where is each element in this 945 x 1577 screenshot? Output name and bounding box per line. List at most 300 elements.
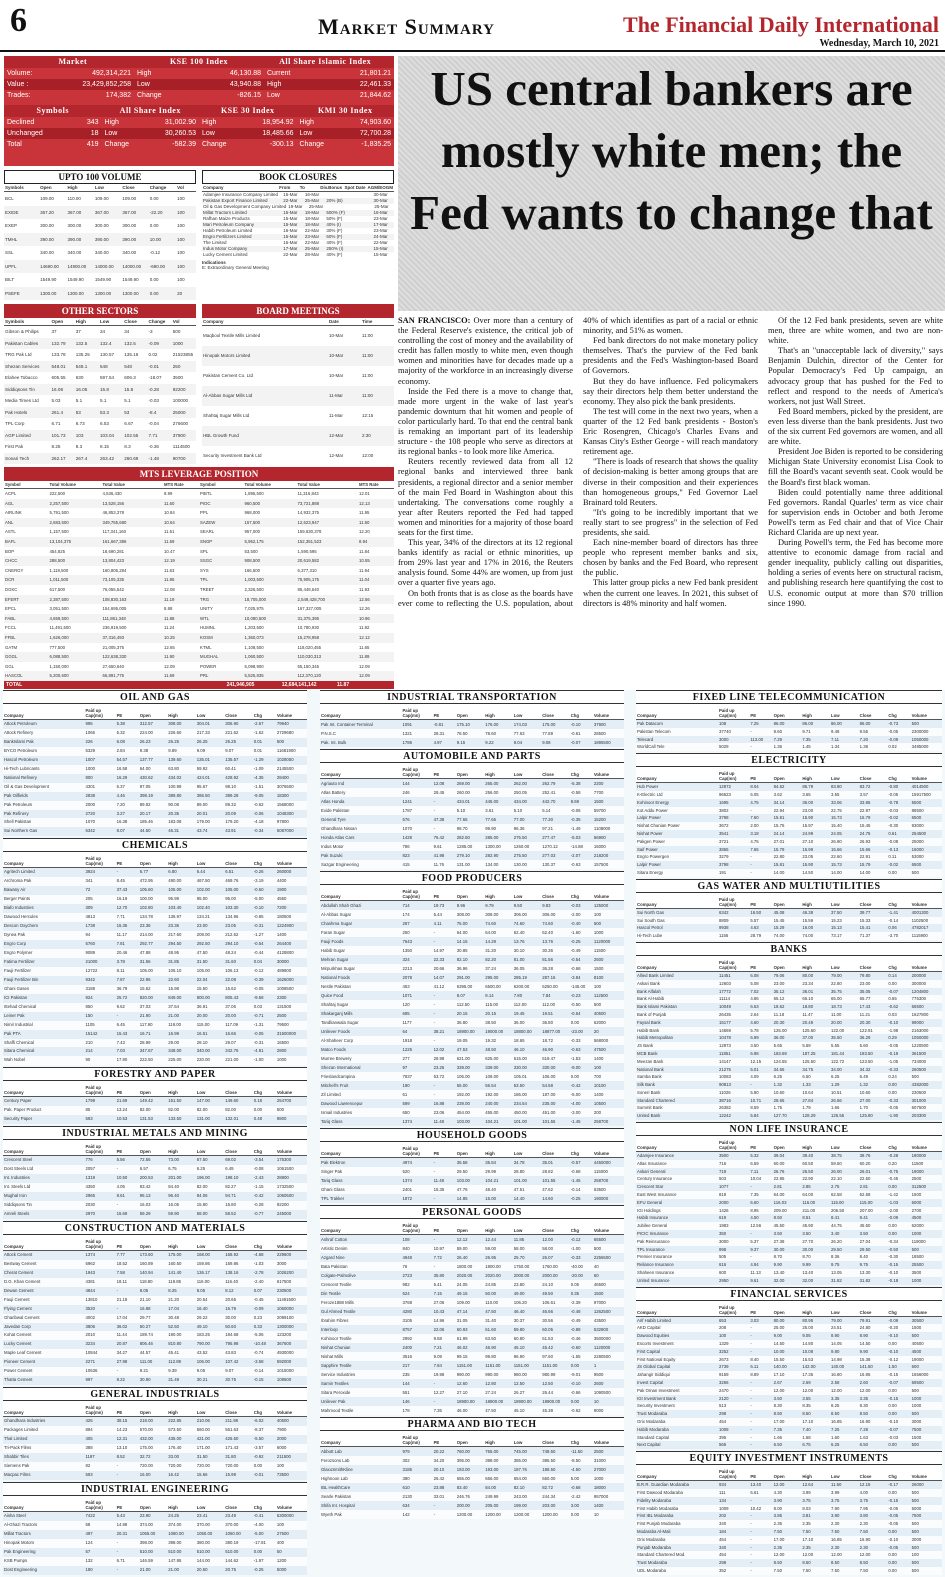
- table-cell: -14.88: [570, 844, 583, 849]
- table-cell: 159,630,378: [297, 529, 322, 535]
- table-cell: 621.00: [456, 1056, 470, 1061]
- table-cell: 11.50: [359, 519, 370, 525]
- table-header-cell: Low: [831, 713, 840, 718]
- table-cell: 1400: [593, 1503, 604, 1508]
- table-cell: 211500: [276, 1454, 291, 1459]
- table-header-cell: PE: [433, 772, 440, 777]
- table-row: [3, 1183, 307, 1192]
- table-cell: 17.35: [802, 1372, 814, 1378]
- table-cell: 39.40: [802, 1153, 814, 1159]
- table-cell: 12.15: [859, 1482, 871, 1488]
- table-cell: 398.00: [139, 1539, 153, 1545]
- sector-block-gen: [3, 1387, 307, 1480]
- table-cell: 48.40: [485, 1187, 496, 1192]
- table-cell: Media Times Ltd: [5, 398, 39, 403]
- table-cell: 9.96: [456, 903, 466, 908]
- table-cell: 20,619,582: [297, 558, 320, 564]
- table-cell: 4382000: [911, 1082, 929, 1088]
- table-cell: 995: [85, 721, 93, 726]
- table-cell: Archroma Pak: [4, 878, 32, 884]
- table-cell: 6.57: [139, 1166, 149, 1172]
- table-cell: 221.00: [225, 1057, 239, 1063]
- table-header-cell: Chg: [253, 1243, 263, 1249]
- table-header-cell: Company: [637, 1474, 657, 1480]
- summary-row: [4, 79, 394, 90]
- table-cell: 10: [593, 1399, 599, 1404]
- table-cell: 218200: [593, 853, 609, 858]
- table-cell: -0.40: [570, 921, 581, 926]
- table-cell: 26.76: [773, 1168, 785, 1174]
- table-cell: 15000: [593, 844, 606, 849]
- table-cell: 7837: [402, 1074, 412, 1079]
- table-header-cell: Open: [139, 1149, 151, 1155]
- table-cell: 5500: [911, 799, 922, 805]
- table-cell: 6342: [719, 909, 729, 915]
- table-cell: 7.60: [750, 815, 759, 821]
- table-cell: 374.00: [139, 1521, 153, 1527]
- table-cell: 998: [719, 1246, 727, 1252]
- table-row: [636, 1019, 942, 1027]
- table-header-row: [636, 767, 942, 783]
- table-cell: AGL: [5, 500, 14, 506]
- summary-cell: 31,002.90: [164, 119, 196, 126]
- table-cell: 99.80: [485, 1354, 496, 1359]
- table-row: [636, 1426, 942, 1434]
- table-cell: -8.37: [253, 1427, 264, 1433]
- mts-panel: [4, 467, 394, 689]
- table-cell: 96.40: [168, 1193, 179, 1199]
- table-cell: 11491500: [276, 1296, 296, 1302]
- table-cell: 180500: [276, 914, 292, 920]
- table-cell: 0.00: [888, 1528, 897, 1534]
- table-cell: 23.88: [433, 1485, 445, 1490]
- table-cell: EXEP: [5, 223, 18, 228]
- table-cell: 30-Mar: [373, 198, 388, 203]
- table-cell: 5300000: [276, 1512, 294, 1518]
- article-paragraph: But they do have influence. Fed policymakers say their directors help them better understand the economy. They also pick the bank presidents.: [583, 376, 758, 406]
- table-cell: 11.94: [359, 567, 370, 573]
- table-cell: Sazgar Engineering: [321, 862, 359, 867]
- table-cell: 11.92: [359, 625, 370, 631]
- table-cell: 513: [719, 1403, 727, 1409]
- table-cell: Crescent Steel: [4, 1157, 33, 1163]
- table-row: [320, 779, 624, 788]
- table-cell: 2020.00: [456, 1273, 473, 1278]
- table-cell: 6.08: [750, 972, 759, 978]
- table-cell: 15-Mar: [283, 192, 298, 197]
- table-row: [3, 1106, 307, 1115]
- table-header-cell: Paid up Cap(mn): [719, 771, 737, 782]
- table-cell: 3.57: [859, 791, 869, 797]
- table-cell: 144: [402, 1381, 410, 1386]
- table-cell: 7900: [276, 1427, 287, 1433]
- table-row: [3, 774, 307, 783]
- table-cell: 176.40: [168, 1445, 182, 1451]
- table-cell: Bank of Punjab: [637, 1011, 667, 1017]
- table-cell: 2.85: [802, 1184, 811, 1190]
- table-cell: 1,626,000: [49, 634, 69, 640]
- table-cell: 0.00: [149, 290, 159, 296]
- table-cell: 23.06: [433, 1110, 445, 1115]
- table-cell: 350: [719, 1231, 727, 1237]
- table-row: [4, 585, 394, 595]
- table-cell: 1750.00: [513, 1264, 530, 1269]
- table-cell: 26.56: [831, 1097, 842, 1103]
- table-row: [4, 372, 196, 384]
- table-cell: 1270.12: [542, 844, 558, 849]
- table-cell: 6.71: [116, 1557, 125, 1563]
- table-cell: 27000: [593, 1467, 606, 1472]
- table-cell: -0.30: [888, 823, 899, 829]
- table-cell: Aisha Steel: [4, 1512, 26, 1518]
- table-cell: 101.73: [51, 432, 66, 438]
- table-cell: 714: [402, 903, 410, 908]
- table-cell: Flying Cement: [4, 1305, 32, 1311]
- table-cell: 140.00: [773, 1364, 787, 1370]
- table-cell: 13,804,423: [102, 558, 125, 564]
- table-cell: 131.00: [196, 1116, 210, 1122]
- table-cell: 22.06: [433, 1327, 445, 1332]
- table-cell: 50% (F): [326, 216, 343, 221]
- table-cell: TPL Insurance: [637, 1246, 665, 1252]
- table-cell: 110,030,313: [297, 654, 322, 660]
- table-cell: POWER: [200, 663, 217, 669]
- table-cell: 246: [402, 790, 410, 795]
- table-cell: 16.90: [859, 1536, 871, 1542]
- summary-cell: Low: [202, 130, 215, 137]
- table-cell: 15-Mar: [283, 234, 298, 239]
- table-header-cell: Close: [542, 713, 554, 718]
- table-cell: 12.02: [433, 1047, 445, 1052]
- table-cell: 18.11: [116, 1278, 127, 1284]
- table-cell: 60.05: [542, 1327, 553, 1332]
- table-cell: 10083: [719, 1074, 731, 1080]
- table-cell: 500: [911, 1074, 919, 1080]
- table-cell: 8.41: [831, 1215, 840, 1221]
- table-cell: Sitara Energy: [637, 869, 664, 875]
- table-cell: 98.70: [456, 826, 468, 831]
- table-cell: 924: [85, 994, 93, 1000]
- table-row: [320, 1492, 624, 1501]
- table-cell: 0.00: [149, 196, 159, 201]
- table-row: [320, 1244, 624, 1253]
- table-cell: 908,500: [244, 558, 261, 564]
- summary-cell: High: [299, 119, 314, 126]
- table-cell: 19.05: [456, 1038, 468, 1043]
- table-cell: 40500: [593, 1011, 606, 1016]
- table-cell: 3806: [85, 1323, 95, 1329]
- table-cell: 849.00: [168, 994, 182, 1000]
- table-cell: 0.61: [888, 830, 897, 836]
- sector-title: FIXED LINE TELECOMMUNICATION: [636, 690, 942, 704]
- table-cell: 105.00: [139, 967, 153, 973]
- table-row: [3, 1471, 307, 1480]
- table-cell: 748.50: [542, 1449, 556, 1454]
- table-cell: 430.62: [139, 774, 153, 780]
- table-cell: 720.00: [225, 1462, 239, 1468]
- sector-table: [636, 1136, 942, 1285]
- table-cell: -0.10: [888, 1333, 899, 1339]
- table-cell: 47.38: [433, 817, 445, 822]
- table-cell: 30.56: [542, 1318, 553, 1323]
- table-cell: 50.27: [139, 1323, 151, 1329]
- table-header-cell: Close: [859, 901, 872, 907]
- table-cell: Hub Power: [637, 784, 659, 790]
- table-cell: HUMNL: [200, 625, 216, 631]
- table-cell: 2400: [402, 1345, 412, 1350]
- table-cell: 20.31: [116, 1530, 128, 1536]
- table-cell: Indus Motor Company: [203, 246, 248, 251]
- table-cell: 175.00: [168, 1251, 182, 1257]
- table-header-row: [3, 1081, 307, 1097]
- table-cell: 230500: [276, 1287, 292, 1293]
- table-cell: 14.85: [456, 1196, 468, 1201]
- table-row: [3, 1210, 307, 1219]
- table-cell: 249.99: [485, 1494, 499, 1499]
- table-cell: National Bank: [637, 1066, 664, 1072]
- table-cell: 78.60: [485, 731, 496, 736]
- table-cell: 140.94: [139, 1269, 153, 1275]
- table-header-cell: Company: [321, 1440, 341, 1445]
- table-cell: 90: [85, 1057, 91, 1063]
- table-cell: 367.00: [122, 209, 137, 215]
- table-cell: 20% (B): [326, 198, 343, 203]
- table-cell: 159.86: [225, 1260, 239, 1266]
- table-row: [320, 1370, 624, 1379]
- table-cell: 36.05: [513, 966, 525, 971]
- table-cell: Biafo Industries: [4, 905, 34, 911]
- table-cell: Dawood Equities: [637, 1333, 670, 1339]
- table-row: [320, 901, 624, 910]
- table-header-cell: Volume: [911, 1145, 927, 1151]
- table-cell: Nishat Chunian Power: [637, 823, 680, 829]
- table-cell: -1.00: [253, 1057, 264, 1063]
- table-cell: 2992: [402, 1336, 412, 1341]
- table-cell: 25000: [911, 838, 924, 844]
- table-cell: 7500: [911, 1426, 922, 1432]
- table-cell: 2.35: [802, 1544, 811, 1550]
- table-row: [636, 1246, 942, 1254]
- table-header-cell: Company: [4, 1243, 24, 1249]
- table-header-cell: Open: [51, 319, 64, 324]
- table-cell: 1321: [402, 731, 412, 736]
- table-cell: 390.00: [122, 236, 137, 242]
- table-cell: -0.05: [888, 1043, 899, 1049]
- table-cell: 9.39: [168, 1368, 177, 1374]
- table-cell: 12.00: [542, 1237, 553, 1242]
- table-row: [4, 233, 196, 247]
- table-row: [3, 895, 307, 904]
- table-cell: Tariq Glass: [321, 1119, 343, 1124]
- table-cell: 36.96: [456, 966, 468, 971]
- table-cell: 167,327,005: [297, 606, 322, 612]
- table-cell: -0.23: [570, 993, 581, 998]
- table-header-cell: Paid up Cap(mn): [719, 1304, 737, 1315]
- table-cell: Bank Alfalah: [637, 988, 661, 994]
- table-cell: 96.90: [513, 1354, 525, 1359]
- table-header-cell: Chg: [888, 776, 897, 782]
- table-header-cell: From: [279, 185, 291, 190]
- table-cell: 243.00: [513, 1494, 527, 1499]
- table-cell: 37740: [719, 728, 731, 734]
- table-cell: -3.58: [253, 1359, 264, 1365]
- table-cell: 7.25: [750, 721, 759, 726]
- table-cell: 144.00: [196, 1557, 210, 1563]
- table-cell: -0.80: [888, 784, 899, 790]
- table-cell: 1091: [402, 722, 412, 727]
- table-cell: Colgate-Palmolive: [321, 1273, 356, 1278]
- table-cell: 300.00: [122, 223, 137, 228]
- table-cell: -1.31: [253, 1021, 264, 1027]
- table-cell: 60% (F): [326, 234, 343, 239]
- table-cell: 16-Mar: [283, 228, 298, 233]
- table-cell: 53000: [911, 854, 924, 860]
- table-cell: 203.00: [542, 1503, 556, 1508]
- table-header-cell: PE: [433, 1440, 440, 1445]
- table-cell: 5962: [85, 1260, 95, 1266]
- table-cell: 9.07: [225, 1368, 234, 1374]
- table-cell: 500: [593, 1246, 602, 1251]
- table-cell: 138.16: [225, 1269, 239, 1275]
- table-cell: 3000: [911, 1418, 922, 1424]
- table-cell: 26.23: [139, 738, 151, 744]
- table-cell: 2720: [85, 810, 95, 816]
- table-header-cell: PE: [750, 964, 757, 970]
- table-cell: 22-Mar: [304, 228, 320, 233]
- table-cell: 3.75: [802, 1497, 811, 1503]
- table-cell: 3076500: [276, 783, 294, 789]
- table-cell: 605.55: [51, 375, 66, 380]
- table-cell: -1.15: [253, 1184, 264, 1190]
- table-cell: 98.10: [225, 783, 236, 789]
- table-cell: 9.48: [831, 728, 840, 734]
- sector-title: INDUSTRIAL TRANSPORTATION: [320, 690, 624, 704]
- table-cell: 152,351,523: [297, 538, 322, 544]
- table-row: [4, 508, 394, 518]
- table-cell: 304.01: [196, 721, 210, 726]
- table-cell: 9.04: [513, 740, 523, 745]
- table-cell: 122,638,330: [102, 654, 127, 660]
- table-row: [636, 861, 942, 869]
- table-cell: 2.64: [750, 1011, 759, 1017]
- table-cell: Habib Bank: [637, 1027, 660, 1033]
- table-cell: 94.06: [196, 1193, 208, 1199]
- table-cell: 292.77: [139, 941, 153, 947]
- table-cell: 454: [719, 1552, 727, 1558]
- table-cell: -0.15: [888, 1497, 899, 1503]
- table-cell: 47.76: [456, 1187, 468, 1192]
- table-cell: 109.00: [456, 1300, 470, 1305]
- table-cell: 12.08: [164, 586, 175, 592]
- table-cell: 775300: [911, 996, 927, 1002]
- table-cell: 28800: [276, 1175, 289, 1181]
- table-cell: Thal Limited: [4, 1436, 28, 1442]
- table-cell: 56900: [593, 835, 606, 840]
- table-header-row: [202, 318, 394, 326]
- table-cell: 1656000: [911, 1372, 929, 1378]
- table-row: [320, 1465, 624, 1474]
- table-header-cell: Volume: [276, 1149, 293, 1155]
- table-cell: 19.32: [485, 1038, 496, 1043]
- table-cell: 235: [402, 1372, 410, 1377]
- table-cell: 2,387,500: [49, 596, 69, 602]
- table-cell: 9.50: [513, 903, 523, 908]
- table-cell: Feroze1888 Mills: [321, 1300, 354, 1305]
- table-cell: 12.00: [831, 1552, 842, 1558]
- table-cell: -1.55: [570, 1354, 581, 1359]
- table-cell: -0.02: [888, 862, 899, 868]
- table-cell: -0.78: [888, 799, 899, 805]
- table-header-cell: Open: [456, 1228, 468, 1233]
- table-cell: 22.33: [433, 957, 445, 962]
- table-cell: 361500: [911, 1050, 927, 1056]
- table-row: [3, 994, 307, 1003]
- table-cell: 66.10: [802, 996, 814, 1002]
- table-cell: 0.00: [570, 1399, 580, 1404]
- table-cell: 2030: [85, 1201, 95, 1207]
- table-cell: Hi-Tech Lubricants: [4, 765, 40, 771]
- table-cell: 35.75: [831, 988, 842, 994]
- table-cell: 15.79: [859, 862, 871, 868]
- table-header-cell: Spot Date: [344, 185, 366, 190]
- table-header-cell: Time: [362, 319, 373, 324]
- table-cell: 15.53: [802, 1356, 814, 1362]
- table-cell: 2965: [85, 1193, 95, 1199]
- table-cell: Mehran Sugar: [321, 957, 349, 962]
- table-cell: GlaxoSmithKline: [321, 1467, 353, 1472]
- table-cell: 1300.00: [94, 290, 112, 296]
- table-cell: 7.11: [750, 1168, 759, 1174]
- table-cell: 3.50: [773, 1395, 783, 1401]
- table-cell: 1.79: [802, 1105, 811, 1111]
- table-cell: 34.75: [802, 1066, 814, 1072]
- table-cell: 125.80: [859, 1113, 873, 1119]
- table-cell: 74.60: [485, 921, 496, 926]
- summary-row: [4, 68, 394, 79]
- table-cell: 2739: [719, 1364, 729, 1370]
- table-cell: 2280500: [593, 1354, 611, 1359]
- table-cell: -: [750, 1333, 752, 1339]
- table-header-row: [3, 1496, 307, 1512]
- table-row: [202, 446, 394, 466]
- table-cell: BCL: [5, 196, 14, 201]
- table-row: [202, 406, 394, 426]
- table-cell: 132: [85, 1557, 93, 1563]
- table-cell: -0.54: [570, 957, 581, 962]
- table-cell: -0.73: [888, 721, 899, 726]
- table-cell: Wyeth Pak: [321, 1512, 342, 1517]
- table-row: [320, 964, 624, 973]
- table-cell: 8809: [719, 917, 729, 923]
- table-row: [320, 1501, 624, 1510]
- table-cell: 46.66: [542, 1309, 553, 1314]
- table-cell: -: [116, 1566, 118, 1572]
- sector-block-personal: [320, 1205, 624, 1415]
- table-cell: 181.44: [831, 1050, 845, 1056]
- sector-table: [636, 767, 942, 877]
- table-cell: 8.40: [750, 1356, 759, 1362]
- table-cell: 24-Mar: [373, 234, 388, 239]
- sector-block-banks: [636, 942, 942, 1120]
- table-cell: 600: [911, 1364, 919, 1370]
- table-row: [4, 219, 196, 233]
- table-cell: 109500: [276, 1377, 292, 1383]
- table-cell: -5.00: [570, 1092, 581, 1097]
- table-cell: 26.27: [513, 1390, 525, 1395]
- table-cell: 222,500: [49, 491, 66, 496]
- table-cell: 593: [85, 1471, 93, 1477]
- table-cell: 14.23: [116, 1427, 128, 1433]
